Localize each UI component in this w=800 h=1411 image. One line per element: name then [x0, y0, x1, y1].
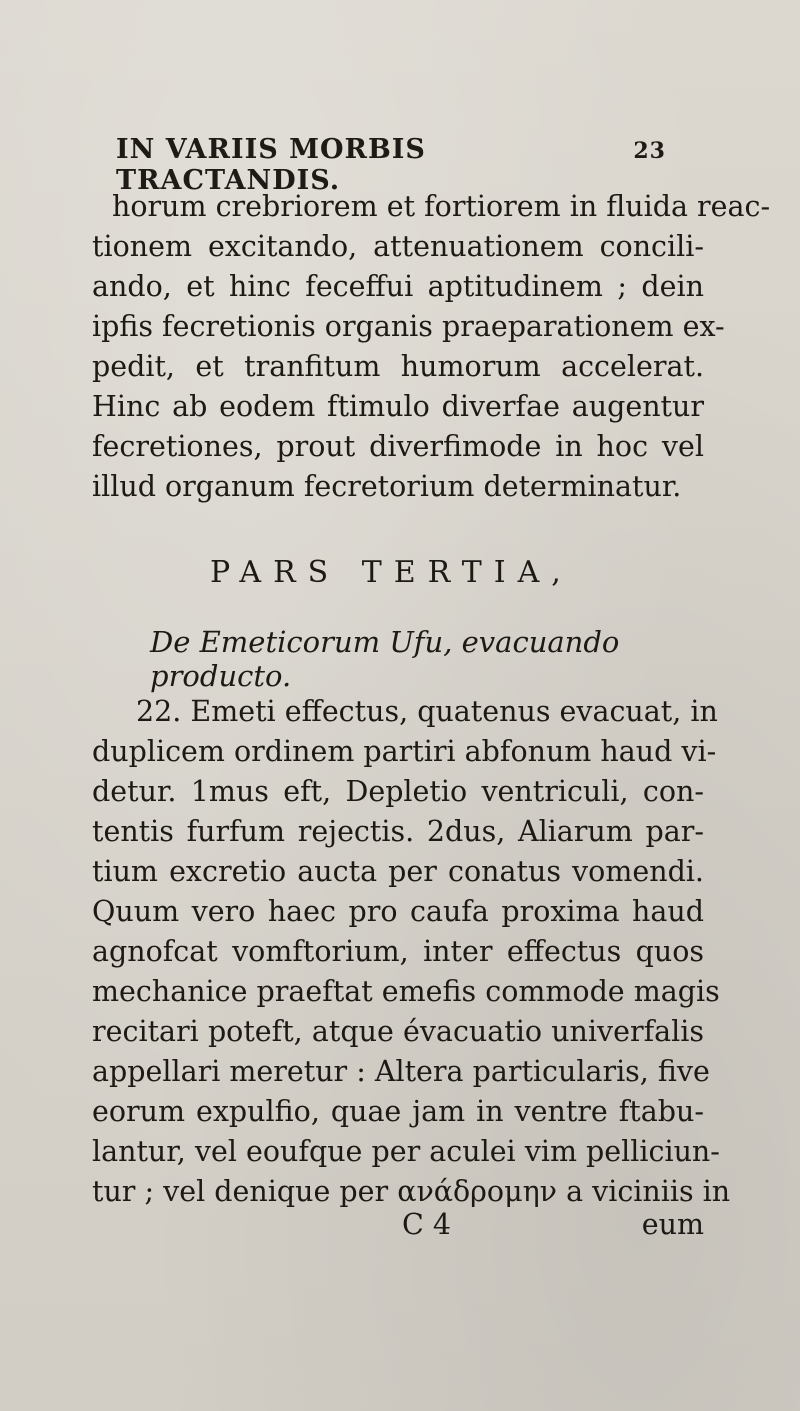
- paragraph-1: [92, 187, 771, 507]
- text-line: tionem excitando, attenuationem concili-: [92, 230, 704, 263]
- text-line: eorum expulfio, quae jam in ventre ftabu-: [92, 1095, 704, 1128]
- text-line: tium excretio aucta per conatus vomendi.: [92, 855, 704, 888]
- paragraph-2: [92, 692, 731, 1212]
- section-subheading: De Emeticorum Ufu, evacuando producto.: [150, 625, 620, 693]
- page-footer: [92, 1208, 704, 1248]
- text-line: 22. Emeti effectus, quatenus evacuat, in: [136, 695, 718, 728]
- text-line: appellari meretur : Altera particularis, five: [92, 1055, 710, 1088]
- text-line: duplicem ordinem partiri abfonum haud vi-: [92, 735, 717, 768]
- text-line: ipfis fecretionis organis praeparationem ex-: [92, 310, 725, 343]
- text-line: lantur, vel eoufque per aculei vim pelliciun-: [92, 1135, 720, 1168]
- text-line: agnofcat vomftorium, inter effectus quos: [92, 935, 704, 968]
- text-line: recitari poteft, atque évacuatio univerfalis: [92, 1015, 704, 1048]
- text-line: detur. 1mus eft, Depletio ventriculi, con-: [92, 775, 704, 808]
- signature-mark: C 4: [402, 1208, 451, 1241]
- running-head: [116, 134, 666, 196]
- part-heading: PARS TERTIA,: [210, 555, 573, 590]
- page-number: 23: [633, 138, 666, 164]
- text-line: horum crebriorem et fortiorem in fluida reac-: [112, 190, 771, 223]
- text-line: pedit, et tranfitum humorum accelerat.: [92, 350, 704, 383]
- text-line: fecretiones, prout diverfimode in hoc vel: [92, 430, 704, 463]
- running-head-title: IN VARIIS MORBIS TRACTANDIS.: [116, 134, 426, 196]
- text-line: Hinc ab eodem ftimulo diverfae augentur: [92, 390, 704, 423]
- text-line: mechanice praeftat emefis commode magis: [92, 975, 720, 1008]
- text-line: ando, et hinc feceffui aptitudinem ; dein: [92, 270, 704, 303]
- text-line: tur ; vel denique per ανάδρομην a viciniis in: [92, 1175, 731, 1208]
- text-line: Quum vero haec pro caufa proxima haud: [92, 895, 704, 928]
- catchword: eum: [641, 1208, 704, 1241]
- text-line: tentis furfum rejectis. 2dus, Aliarum par-: [92, 815, 704, 848]
- text-line: illud organum fecretorium determinatur.: [92, 470, 682, 503]
